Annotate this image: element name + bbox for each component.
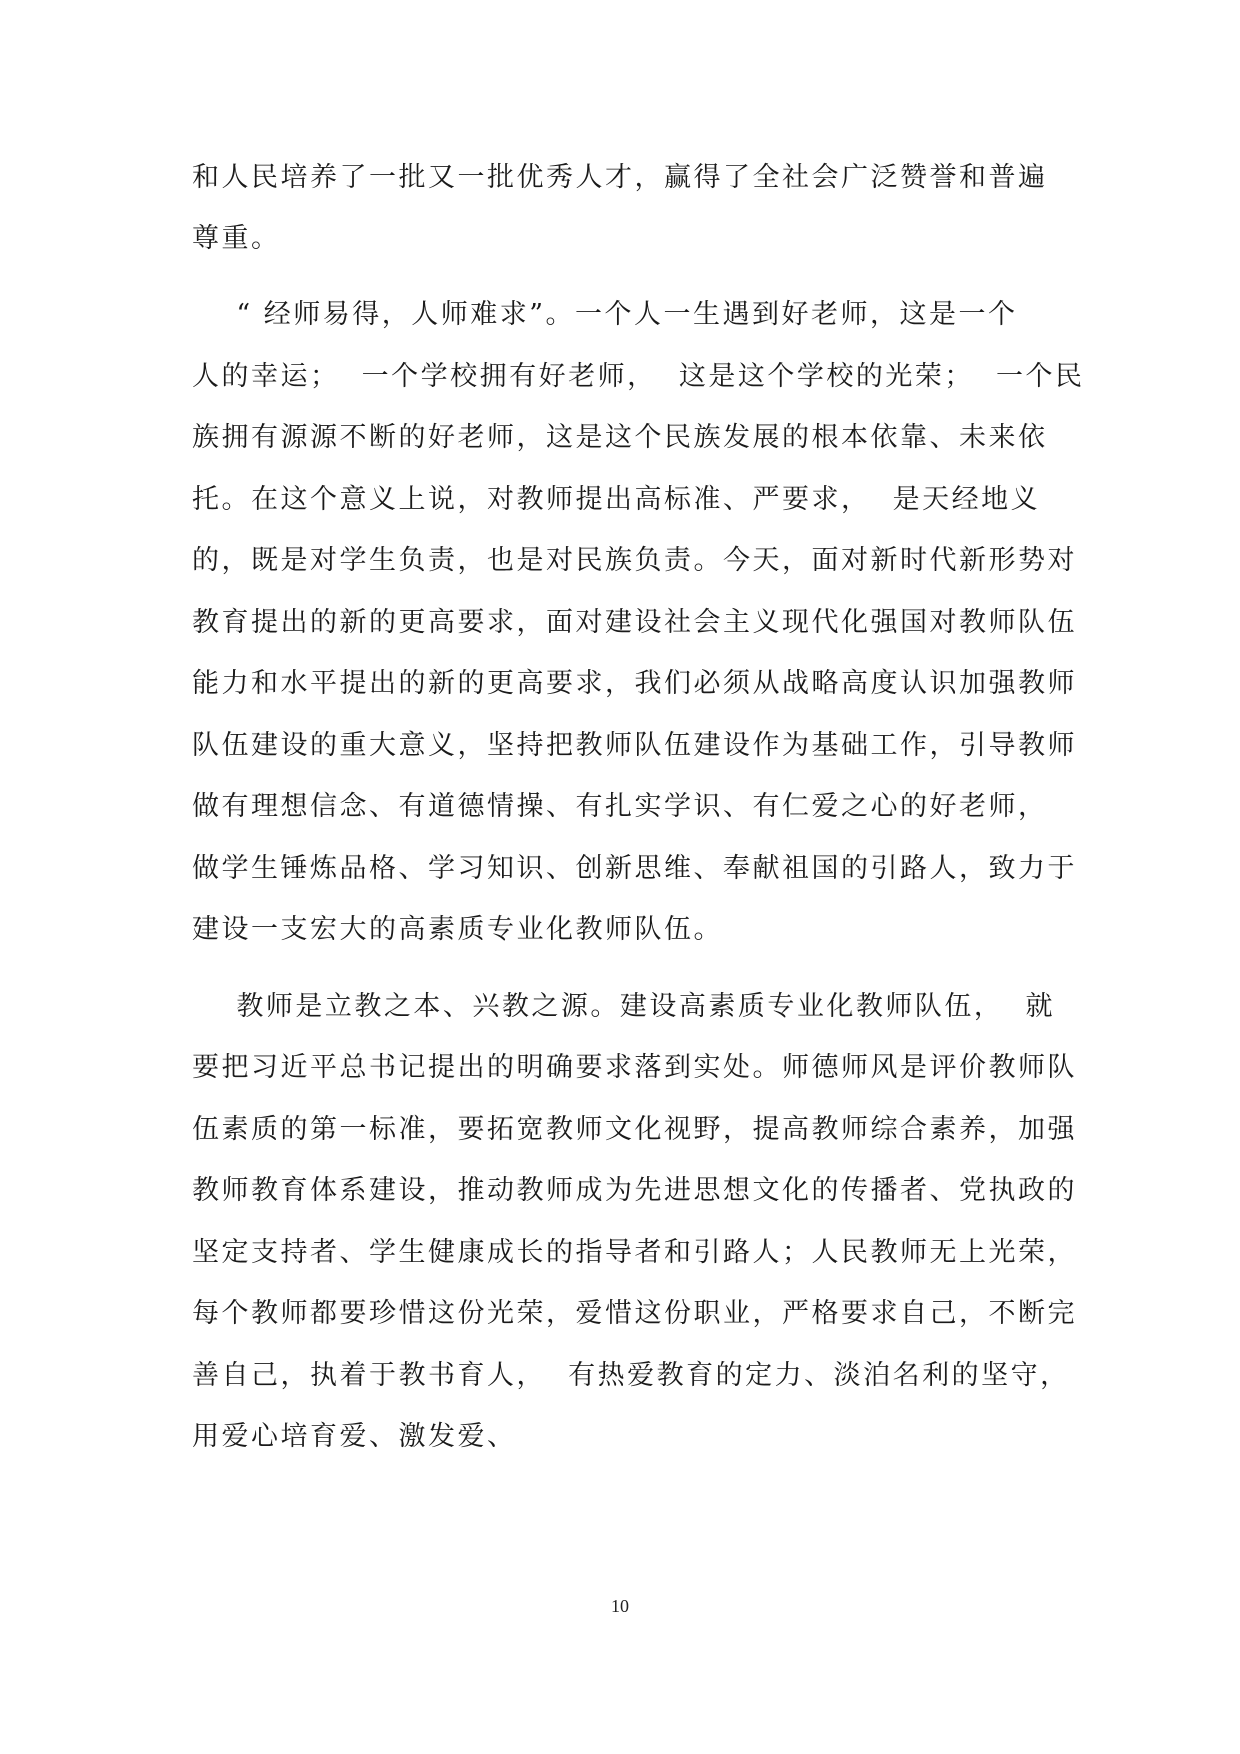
body-text-line: 要把习近平总书记提出的明确要求落到实处。师德师风是评价教师队 [192, 1052, 1077, 1083]
body-text-line: 教师是立教之本、兴教之源。建设高素质专业化教师队伍， 就 [192, 991, 1055, 1022]
page-number: 10 [611, 1596, 629, 1616]
body-text-line: 的，既是对学生负责，也是对民族负责。今天，面对新时代新形势对 [192, 545, 1077, 576]
body-text-line: 每个教师都要珍惜这份光荣，爱惜这份职业，严格要求自己，不断完 [192, 1298, 1077, 1329]
body-text-line: 教育提出的新的更高要求，面对建设社会主义现代化强国对教师队伍 [192, 607, 1077, 638]
body-text-line: 能力和水平提出的新的更高要求，我们必须从战略高度认识加强教师 [192, 668, 1077, 699]
body-text-line: 做学生锤炼品格、学习知识、创新思维、奉献祖国的引路人，致力于 [192, 853, 1077, 884]
body-text-line: 教师教育体系建设，推动教师成为先进思想文化的传播者、党执政的 [192, 1175, 1077, 1206]
body-text-line: 坚定支持者、学生健康成长的指导者和引路人；人民教师无上光荣， [192, 1237, 1077, 1268]
body-text-line: 做有理想信念、有道德情操、有扎实学识、有仁爱之心的好老师， [192, 791, 1048, 822]
body-text-line: “ 经师易得，人师难求”。一个人一生遇到好老师，这是一个 [192, 299, 1018, 330]
body-text-line: 善自己，执着于教书育人， 有热爱教育的定力、淡泊名利的坚守， [192, 1360, 1070, 1391]
body-text-line: 托。在这个意义上说，对教师提出高标准、严要求， 是天经地义 [192, 484, 1041, 515]
body-text-line: 队伍建设的重大意义，坚持把教师队伍建设作为基础工作，引导教师 [192, 730, 1077, 761]
body-text-line: 族拥有源源不断的好老师，这是这个民族发展的根本依靠、未来依 [192, 422, 1048, 453]
body-text-line: 尊重。 [192, 223, 281, 254]
body-text-line: 人的幸运； 一个学校拥有好老师， 这是这个学校的光荣； 一个民 [192, 361, 1085, 392]
body-text-line: 伍素质的第一标准，要拓宽教师文化视野，提高教师综合素养，加强 [192, 1114, 1077, 1145]
body-text-line: 用爱心培育爱、激发爱、 [192, 1421, 517, 1452]
body-text-line: 建设一支宏大的高素质专业化教师队伍。 [192, 914, 723, 945]
body-text-line: 和人民培养了一批又一批优秀人才，赢得了全社会广泛赞誉和普遍 [192, 162, 1048, 193]
